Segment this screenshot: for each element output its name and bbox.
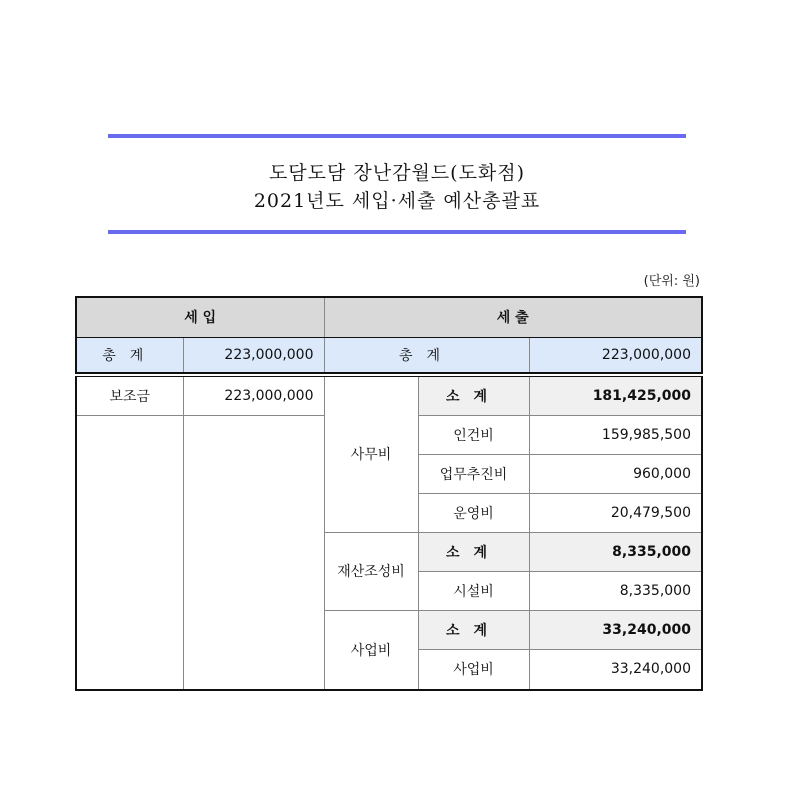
expenditure-total-label: 총계	[324, 337, 529, 373]
revenue-total-label: 총계	[76, 337, 183, 373]
title-rule-top	[108, 134, 686, 138]
subtotal-amount: 181,425,000	[529, 376, 702, 415]
expenditure-item-amount: 159,985,500	[529, 415, 702, 454]
expenditure-item-name: 사업비	[418, 649, 529, 690]
expenditure-item-name: 업무추진비	[418, 454, 529, 493]
expenditure-item-amount: 960,000	[529, 454, 702, 493]
header-row	[76, 297, 702, 337]
table-row	[76, 376, 702, 415]
subtotal-amount: 8,335,000	[529, 532, 702, 571]
document-title: 도담도담 장난감월드(도화점)	[268, 162, 526, 184]
subtotal-label: 소계	[418, 610, 529, 649]
document-subtitle: 2021년도 세입·세출 예산총괄표	[253, 190, 541, 212]
revenue-item-name: 보조금	[76, 376, 183, 415]
revenue-item-amount: 223,000,000	[183, 376, 324, 415]
total-row	[76, 337, 702, 373]
subtotal-label: 소계	[418, 376, 529, 415]
expenditure-group-name: 사업비	[324, 610, 418, 690]
expenditure-item-amount: 20,479,500	[529, 493, 702, 532]
expenditure-item-amount: 33,240,000	[529, 649, 702, 690]
unit-label: (단위: 원)	[643, 274, 700, 289]
title-rule-bottom	[108, 230, 686, 234]
revenue-header: 세 입	[76, 297, 324, 337]
expenditure-group-name: 재산조성비	[324, 532, 418, 610]
revenue-blank-cell	[76, 415, 183, 690]
revenue-blank-cell	[183, 415, 324, 690]
budget-summary-table	[75, 296, 703, 691]
expenditure-item-amount: 8,335,000	[529, 571, 702, 610]
expenditure-group-name: 사무비	[324, 376, 418, 532]
expenditure-item-name: 운영비	[418, 493, 529, 532]
expenditure-item-name: 시설비	[418, 571, 529, 610]
revenue-total-value: 223,000,000	[183, 337, 324, 373]
expenditure-header: 세 출	[324, 297, 702, 337]
expenditure-item-name: 인건비	[418, 415, 529, 454]
subtotal-amount: 33,240,000	[529, 610, 702, 649]
subtotal-label: 소계	[418, 532, 529, 571]
expenditure-total-value: 223,000,000	[529, 337, 702, 373]
